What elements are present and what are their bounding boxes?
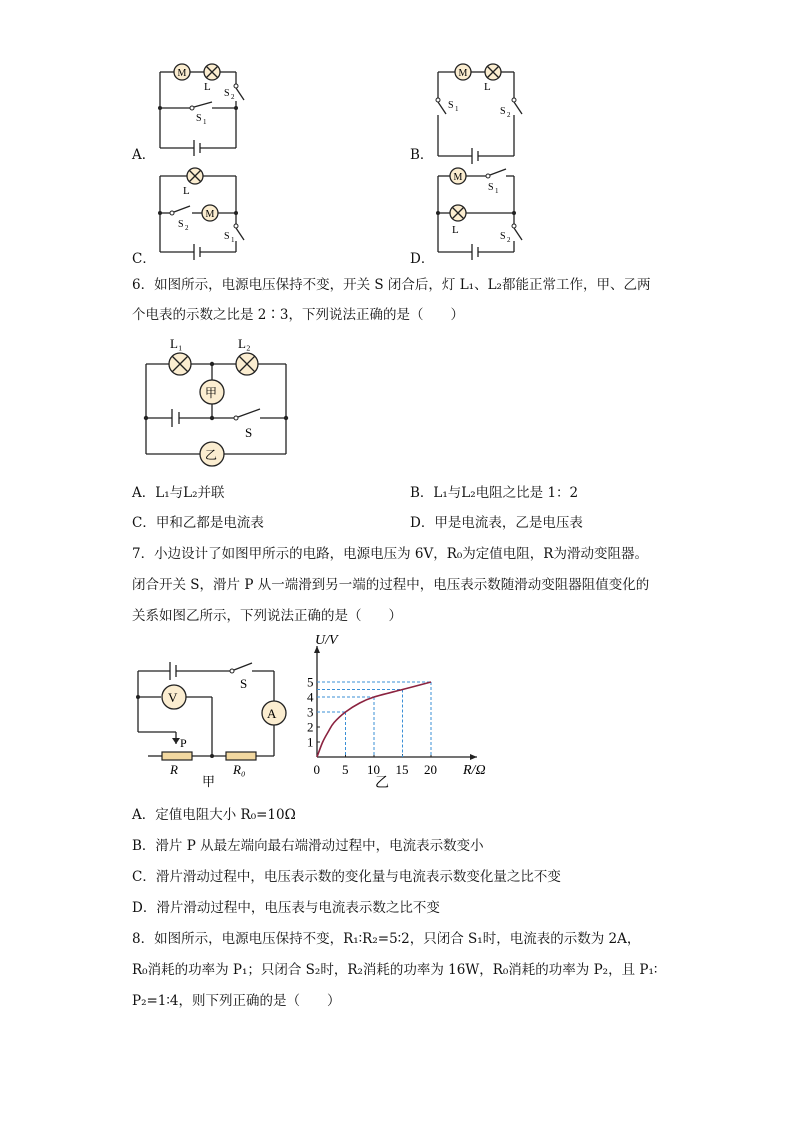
q7-option-d: D．滑片滑动过程中，电压表与电流表示数之比不变 — [132, 900, 440, 916]
y-tick-label: 2 — [307, 719, 314, 735]
q8-stem-line2: R₀消耗的功率为 P₁；只闭合 S₂时，R₂消耗的功率为 16W，R₀消耗的功率为 P₂，且 P₁∶ — [132, 962, 658, 978]
voltmeter-v: V — [168, 690, 178, 705]
option-label-c: C． — [132, 251, 156, 267]
q8-stem-line1: 8．如图所示，电源电压保持不变，R₁∶R₂=5∶2，只闭合 S₁时，电流表的示数为 2A， — [132, 931, 641, 947]
option-label-d: D． — [410, 251, 435, 267]
svg-text:R₀: R₀ — [233, 762, 246, 777]
lamp-l2-label: L₂ — [238, 336, 251, 351]
svg-text:1: 1 — [231, 236, 235, 244]
q7-option-a: A．定值电阻大小 R₀=10Ω — [132, 807, 296, 823]
svg-text:M: M — [453, 172, 463, 183]
y-tick-label: 3 — [307, 704, 314, 720]
y-tick-label: 4 — [307, 689, 314, 705]
svg-text:2: 2 — [231, 93, 235, 101]
figure-caption-jia: 甲 — [202, 774, 216, 789]
svg-text:S: S — [500, 106, 506, 117]
svg-text:S: S — [224, 88, 230, 99]
svg-text:1: 1 — [455, 105, 459, 113]
x-tick-label: 0 — [313, 762, 320, 777]
chart-ylabel: U/V — [315, 633, 338, 648]
x-axis-arrow — [470, 754, 477, 760]
meter-jia: 甲 — [205, 386, 218, 400]
x-tick-label: 5 — [342, 762, 349, 777]
q8-stem-line3: P₂=1∶4，则下列正确的是（ ） — [132, 993, 341, 1009]
q7-option-c: C．滑片滑动过程中，电压表示数的变化量与电流表示数变化量之比不变 — [132, 869, 561, 885]
q7-stem-line3: 关系如图乙所示，下列说法正确的是（ ） — [132, 608, 402, 624]
q7-stem-line1: 7．小边设计了如图甲所示的电路，电源电压为 6V，R₀为定值电阻，R为滑动变阻器。 — [132, 546, 648, 562]
chart-caption: 乙 — [375, 776, 389, 791]
q6-stem-line2: 个电表的示数之比是 2∶3，下列说法正确的是（ ） — [132, 307, 464, 323]
svg-text:2: 2 — [507, 236, 511, 244]
x-tick-label: 15 — [395, 762, 409, 777]
svg-text:L: L — [452, 224, 459, 236]
svg-text:S: S — [224, 231, 230, 242]
motor-label: M — [177, 68, 187, 79]
svg-text:2: 2 — [507, 111, 511, 119]
svg-text:1: 1 — [203, 118, 207, 126]
meter-yi: 乙 — [205, 448, 218, 462]
q7-stem-line2: 闭合开关 S，滑片 P 从一端滑到另一端的过程中，电压表示数随滑动变阻器阻值变化的 — [132, 577, 650, 593]
q6-stem-line1: 6．如图所示，电源电压保持不变，开关 S 闭合后，灯 L₁、L₂都能正常工作，甲、乙两 — [132, 277, 651, 293]
q6-option-a: A．L₁与L₂并联 — [132, 485, 225, 501]
option-label-b: B． — [410, 147, 434, 163]
svg-text:S: S — [240, 676, 248, 691]
chart-xlabel: R/Ω — [463, 763, 486, 778]
svg-text:S: S — [448, 100, 454, 111]
svg-text:S: S — [178, 219, 184, 230]
svg-text:S: S — [488, 182, 494, 193]
q7-option-b: B．滑片 P 从最左端向最右端滑动过程中，电流表示数变小 — [132, 838, 484, 854]
svg-text:L: L — [484, 81, 491, 93]
q6-option-b: B．L₁与L₂电阻之比是 1：2 — [410, 485, 579, 501]
svg-text:M: M — [205, 209, 215, 220]
ammeter-a: A — [267, 706, 277, 721]
x-tick-label: 10 — [367, 762, 380, 777]
q6-option-d: D．甲是电流表，乙是电压表 — [410, 515, 583, 531]
svg-text:R: R — [170, 762, 178, 777]
y-tick-label: 1 — [307, 734, 314, 750]
x-tick-label: 20 — [424, 762, 437, 777]
switch-s-label: S — [245, 425, 253, 440]
svg-text:S: S — [196, 113, 202, 124]
y-tick-label: 5 — [307, 674, 314, 690]
svg-text:M: M — [458, 68, 468, 79]
svg-text:S: S — [500, 231, 506, 242]
lamp-l1-label: L₁ — [170, 336, 183, 351]
svg-text:L: L — [204, 81, 211, 93]
q6-option-c: C．甲和乙都是电流表 — [132, 515, 264, 531]
svg-text:2: 2 — [185, 224, 189, 232]
svg-text:1: 1 — [495, 187, 499, 195]
svg-text:P: P — [180, 736, 187, 750]
option-label-a: A． — [132, 147, 156, 163]
svg-text:L: L — [183, 185, 190, 197]
